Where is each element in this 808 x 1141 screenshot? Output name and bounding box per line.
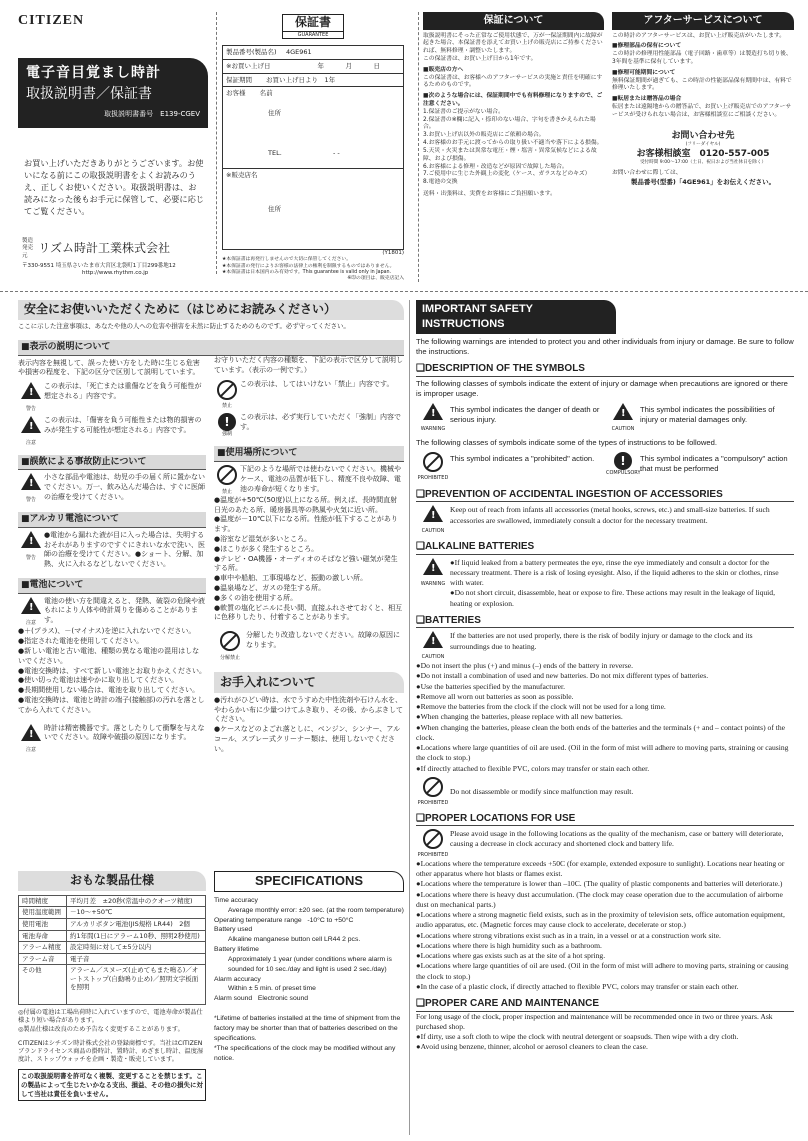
- location-item-en: ●Locations where there is heavy dust accumulation. (The clock may cease operation due to the accumulation of airborne dust on mechanical parts.): [416, 889, 783, 909]
- spec-en-note: *The specifications of the clock may be modified without any notice.: [214, 1044, 396, 1062]
- battery-row-en: [416, 631, 794, 661]
- contact-block: [612, 130, 794, 187]
- care-item-en: ●Avoid using benzene, thinner, alcohol or aerosol cleaners to clean the case.: [416, 1042, 648, 1052]
- warning-label-en: WARNING: [420, 580, 446, 587]
- disassembly-label: 分解禁止: [219, 654, 240, 661]
- location-item-en: ●In the case of a plastic clock, if directly attached to flexible PVC, colors may transfer or stain each other.: [416, 981, 739, 991]
- display-paragraph: 表示内容を無視して、誤った使い方をした時に生じる危害や損害の程度を、下記の区分で区別して説明しています。: [18, 358, 200, 377]
- battery-item: ●指定された電池を使用してください。: [18, 637, 144, 646]
- paid-item: 5.天災・火災または異常な電圧・煙・塩害・異常気候などによる故障、および損傷。: [423, 147, 597, 162]
- prohibit-icon: [217, 465, 237, 485]
- shop-paragraph: この保証書は、お客様へのアフターサービスの実施と責任を明確にするためのものです。: [423, 74, 603, 89]
- customer-label: お客様: [226, 89, 246, 98]
- maker-address: 〒330-9551 埼玉県さいたま市大宮区北袋町1丁目299番地12: [22, 262, 176, 269]
- force-label: 強制: [221, 431, 232, 438]
- disclaimer-box: この取扱説明書を許可なく複製、変更することを禁じます。この製品によって生じたいかなる支出、損益、その他の損失に対して当社は責任を負いません。: [18, 1069, 206, 1101]
- ingestion-text: 小さな部品や電池は、幼児の手の届く所に置かないでください。万一、飲み込んだ場合は、すぐに医師の治療を受けてください。: [44, 473, 205, 501]
- about-warranty-p2: この保証書は、お買い上げ日から1年です。: [423, 55, 537, 62]
- spec-item: [214, 896, 404, 906]
- battery-item-en: ●Do not insert the plus (+) and minus (–) ends of the battery in reverse.: [416, 661, 634, 671]
- after-service-intro: この時計のアフターサービスは、お買い上げ販売店がいたします。: [612, 32, 786, 39]
- caution-icon: [422, 631, 444, 651]
- warranty-form: [222, 45, 404, 250]
- spec-note: ◎付属の電池は工場出荷時に入れていますので、電池寿命が製品仕様より短い場合があります。: [18, 1009, 203, 1025]
- prohibited-text-en: This symbol indicates a "prohibited" action.: [450, 454, 595, 464]
- place-row: [214, 465, 404, 496]
- prohibit-text: この表示は、してはいけない「禁止」内容です。: [240, 379, 394, 388]
- care-title: お手入れについて: [214, 672, 404, 693]
- caution-icon: [422, 505, 444, 525]
- force-text: この表示は、必ず実行していただく「強制」内容です。: [240, 413, 401, 432]
- spec-en-title: SPECIFICATIONS: [214, 871, 404, 892]
- care-item-en: ●If dirty, use a soft cloth to wipe the clock with neutral detergent or soapsuds. Then wipe with a dry cloth.: [416, 1032, 739, 1042]
- alkaline-text: ●電池から漏れた液が目に入った場合は、失明するおそれがありますのですぐにきれいな水で洗い、医師の治療を受けてください。●ショート、分解、加熱、火に入れるなどしないでください。: [44, 530, 205, 569]
- spec-item: [214, 925, 404, 935]
- warranty-period-label: 保証期間: [226, 75, 252, 84]
- product-title: 電子音目覚まし時計: [26, 65, 161, 81]
- caution-icon: [612, 403, 634, 423]
- paid-item: 8.電池の交換: [423, 179, 458, 186]
- customer-tel-separator: - -: [333, 149, 340, 158]
- location-item-en: ●Locations where gas exists such as at the site of a hot spring.: [416, 951, 606, 961]
- warranty-card: [216, 12, 404, 282]
- location-item-en: ●Locations where the temperature is lower than –10C. (The quality of plastic components and batteries will deteriorate.): [416, 879, 783, 889]
- warning-text-en: This symbol indicates the danger of death or serious injury.: [450, 405, 600, 425]
- spec-value: 電子音: [67, 953, 206, 965]
- spec-value: アラーム／スヌーズ(止めてもまた鳴る)／オートストップ(自動鳴り止め)／照明文字板面を照明: [67, 965, 206, 1005]
- spec-jp: [18, 871, 206, 1101]
- spec-en-note: *Lifetime of batteries installed at the time of shipment from the factory may be shorter than that of batteries described on the specifications.: [214, 1015, 401, 1042]
- date-year: 年: [317, 62, 324, 70]
- alkaline-heading: ■アルカリ電池について: [18, 512, 206, 528]
- spec-value: アルカリボタン電池(JIS規格 LR44) 2個: [67, 918, 206, 930]
- spec-item: [214, 906, 404, 916]
- warning-label: 警告: [25, 497, 36, 504]
- disassembly-row: [214, 631, 404, 662]
- spec-key: 使用温度範囲: [19, 907, 67, 919]
- parts-heading: ■修理部品の保有について: [612, 43, 682, 50]
- symbols-lead-2: The following classes of symbols indicate some of the types of instructions to be followed.: [416, 437, 717, 447]
- contact-hours: 受付時間 9:00～17:00（土日、祝日および当社休日を除く）: [639, 159, 767, 165]
- table-row: [19, 930, 206, 942]
- parts-paragraph: この時計の修理用性能部品（電子回路・歯車等）は製造打ち切り後、3年間を基準に保有しています。: [612, 51, 792, 65]
- date-day: 日: [373, 62, 380, 70]
- battery-item-en: ●Locations where large quantities of oil are used. (Oil in the form of mist will adhere to moving parts, straining or causing the clock to stop.): [416, 743, 789, 763]
- prohibited-label-en: PROHIBITED: [417, 852, 449, 859]
- no-disassembly-icon: [423, 777, 443, 797]
- location-item-en: ●Locations where a strong magnetic field exists, such as in the proximity of television sets, office automation equipment, audio apparatus, etc. (Magnetic forces may cause clock to accelerate, decelerate or stop.): [416, 910, 785, 930]
- paid-item: 3.お買い上げ店以外の販売店にご依頼の場合。: [423, 132, 545, 139]
- force-row: [214, 413, 404, 438]
- prohibit-label: 禁止: [221, 488, 232, 495]
- customer-tel-label: TEL.: [268, 149, 282, 158]
- battery-item-en: ●If directly attached to flexible PVC, colors may transfer or stain each other.: [416, 763, 650, 773]
- paid-item: 7.ご使用中に生じた外観上の変化（ケース、ガラスなどのキズ）: [423, 171, 591, 178]
- prohibit-row: [214, 380, 404, 411]
- after-service: [612, 12, 794, 282]
- place-item: ●ほこりが多く発生するところ。: [214, 544, 319, 553]
- spec-jp-title: おもな製品仕様: [18, 871, 206, 891]
- ingestion-heading-en: ❏PREVENTION OF ACCIDENTAL INGESTION OF ACCESSORIES: [416, 488, 794, 503]
- safety-jp-col2: [214, 356, 404, 755]
- repair-period-heading: ■修理可能期間について: [612, 69, 676, 76]
- locations-row-en: [416, 829, 794, 859]
- shop-section: [223, 169, 403, 249]
- location-item-en: ●Locations where large quantities of oil are used. (Oil in the form of mist will adhere to moving parts, straining or causing the clock to stop.): [416, 961, 789, 981]
- care-lead-en: For long usage of the clock, proper inspection and maintenance will be recommended once in two or three years. Ask purchased shop.: [416, 1011, 773, 1031]
- warranty-note: ★本保証書は再発行しませんので大切に保管してください。: [222, 257, 352, 263]
- battery-item: ●新しい電池と古い電池、種類の異なる電池の混用はしないでください。: [18, 646, 200, 665]
- drop-text: 時計は精密機器です。落としたりして衝撃を与えないでください。故障や破損の原因になります。: [44, 723, 205, 742]
- warranty-notes: [222, 257, 404, 282]
- spec-item: [214, 984, 404, 994]
- warranty-title-box: [282, 14, 344, 39]
- spec-key: アラーム精度: [19, 942, 67, 954]
- warning-label-en: WARNING: [420, 426, 446, 433]
- contact-model: 製品番号(型番)「4GE961」をお伝えください。: [630, 177, 776, 186]
- prohibit-icon: [423, 829, 443, 849]
- prohibit-label: 禁止: [221, 403, 232, 410]
- warranty-code: (Y1801): [382, 250, 404, 257]
- shop-heading: ■販売店の方へ: [423, 66, 464, 73]
- care-item: ●汚れがひどい時は、水でうすめた中性洗剤や石けん水を、やわらかい布に少量つけてふき取り、その後、からぶきしてください。: [214, 695, 403, 724]
- customer-section: [223, 87, 403, 169]
- spec-label: Operating temperature range: [214, 916, 302, 924]
- safety-jp-title: 安全にお使いいただくために（はじめにお読みください）: [18, 300, 404, 320]
- ingestion-heading: ■誤飲による事故防止について: [18, 455, 206, 471]
- caution-text-en: This symbol indicates the possibilities of injury or material damages only.: [640, 405, 775, 425]
- place-item: ●温度が－10℃以下になる所。性能が低下することがあります。: [214, 515, 398, 534]
- product-number-value: 4GE961: [286, 48, 312, 57]
- spec-key: その他: [19, 965, 67, 1005]
- ingestion-row-en: [416, 505, 794, 535]
- battery-lead-en: If the batteries are not used properly, there is the risk of bodily injury or damage to the clock and its surroundings due to heating.: [450, 631, 753, 651]
- spec-value: -10°C to +50°C: [307, 916, 354, 924]
- care-heading-en: ❏PROPER CARE AND MAINTENANCE: [416, 997, 794, 1012]
- about-warranty-p1: 取扱説明書にそった正常なご使用状態で、万が一保証期間内に故障が起きた場合、本保証書を添えてお買い上げの販売店にご持参くださいれば、無料修理・調整いたします。: [423, 32, 603, 55]
- product-number-label: 製品番号(製品名): [226, 48, 277, 57]
- exclamation-icon: !: [218, 413, 236, 431]
- spec-value: 設定時刻に対して±5分以内: [67, 942, 206, 954]
- spec-table: [18, 895, 206, 1005]
- paid-item: 4.お客様のお手元に渡ってからの取り扱い不適当や落下による損傷。: [423, 140, 603, 147]
- cut-line: [0, 291, 808, 292]
- paid-item: 2.保証書の※欄に記入・捺印のない場合、字句を書きかえられた場合。: [423, 116, 596, 131]
- brand-logo: CITIZEN: [18, 13, 85, 28]
- battery-item-en: ●When changing the batteries, please replace with all new batteries.: [416, 712, 623, 722]
- warranty-note: ★本保証書は日本国内のみ有効です。This guarantee is valid only in Japan.: [222, 269, 392, 275]
- contact-phone: お客様相談室 0120-557-005: [636, 148, 770, 159]
- spec-value: －10～+50℃: [67, 907, 206, 919]
- table-row: [19, 895, 206, 907]
- alkaline-heading-en: ❏ALKALINE BATTERIES: [416, 540, 794, 555]
- contact-sub: (フリーダイヤル): [685, 141, 721, 147]
- battery-item: ●使い切った電池は速やかに取り出してください。: [18, 676, 179, 685]
- place-item: ●車中や船舶、工事現場など、振動の激しい所。: [214, 574, 368, 583]
- alkaline-row-en: [416, 558, 794, 609]
- battery-item: ●長期間使用しない場合は、電池を取り出してください。: [18, 686, 200, 695]
- safety-jp-lead: ここに示した注意事項は、あなたや他の人への危害や損害を未然に防止するためのものです。必ず守ってください。: [18, 321, 350, 330]
- spec-key: アラーム音: [19, 953, 67, 965]
- disassembly-row-en: [416, 777, 794, 807]
- warning-label: 警告: [25, 554, 36, 561]
- about-warranty-title: 保証について: [423, 12, 604, 30]
- caution-row: [18, 416, 206, 447]
- about-warranty: [418, 12, 604, 282]
- paid-repair-heading: ■次のような場合には、保証期間中でも有料修理になりますので、ご注意ください。: [423, 93, 603, 107]
- spec-item: [214, 935, 404, 945]
- spec-label: Alarm sound: [214, 995, 253, 1003]
- disassembly-text-en: Do not disassemble or modify since malfunction may result.: [450, 786, 634, 796]
- table-row: [19, 953, 206, 965]
- place-item: ●温度が+50℃(50度)以上になる所。例えば、長時間直射日光のあたる所、暖房器具等の熱風や火気に近い所。: [214, 495, 398, 514]
- customer-name-label: 名前: [259, 89, 273, 98]
- battery-heading-en: ❏BATTERIES: [416, 614, 794, 629]
- battery-item: ●＋(プラス)、－(マイナス)を逆に入れないでください。: [18, 627, 196, 636]
- locations-heading-en: ❏PROPER LOCATIONS FOR USE: [416, 812, 794, 827]
- table-row: [19, 965, 206, 1005]
- warning-icon: [20, 531, 42, 551]
- warning-icon: [422, 403, 444, 423]
- locations-lead-en: Please avoid usage in the following locations as the quality of the mechanism, case or battery will deteriorate, causing a decrease in clock accuracy and shortened clock and battery life.: [450, 829, 784, 849]
- place-heading: ■使用場所について: [214, 446, 404, 462]
- repair-period-paragraph: 無料保証期間が過ぎても、この時計の性能部品保有期間中は、有料で修理いたします。: [612, 77, 792, 92]
- warranty-title: 保証書: [283, 15, 343, 32]
- alkaline-row: [18, 531, 206, 570]
- warning-icon: [20, 473, 42, 493]
- battery-item: ●電池交換時は、すべて新しい電池とお取りかえください。: [18, 666, 206, 675]
- spec-key: 電池寿命: [19, 930, 67, 942]
- caution-label-en: CAUTION: [421, 528, 445, 535]
- battery-row: [18, 597, 206, 628]
- spec-item: [214, 945, 404, 955]
- table-row: [19, 942, 206, 954]
- spec-value: 平均月差 ±20秒(常温中のクオーツ精度): [67, 895, 206, 907]
- prohibit-icon: [423, 452, 443, 472]
- display-heading: ■表示の説明について: [18, 340, 404, 356]
- place-item: ●軟質の塩化ビニルに長い間、直接ふれさせておくと、相互に色移りしたり、付着することがあります。: [214, 603, 403, 622]
- alkaline-item-en: ●Do not short circuit, disassemble, heat or expose to fire. These actions may result in the leakage of liquid, heating or explosion.: [450, 588, 775, 608]
- spec-value: Electronic sound: [257, 995, 309, 1003]
- paid-item: 6.お客様による修理・改造などが原因で故障した場合。: [423, 163, 568, 170]
- column-divider: [409, 300, 410, 1135]
- shop-address-label: 住所: [268, 205, 281, 214]
- no-disassembly-icon: [220, 631, 240, 651]
- relocation-heading: ■転居または贈答品の場合: [612, 96, 682, 103]
- spec-item: [214, 975, 404, 985]
- title-banner: [18, 58, 208, 128]
- spec-label: Battery lifetime: [214, 946, 259, 954]
- contact-note: お問い合わせに際しては、: [612, 170, 682, 177]
- intro-text: お買い上げいただきありがとうございます。お使いになる前にこの取扱説明書をよくお読みのうえ、正しくお使いください。取扱説明書は、お読みになった後もお手元に保管して、必要に応じてご覧ください。: [24, 158, 204, 216]
- symbol-row-1: [416, 403, 794, 433]
- symbol-row-2: [416, 452, 794, 482]
- place-item: ●テレビ・OA機器・オーディオのそばなど強い磁気が発生する所。: [214, 554, 398, 573]
- symbols-lead: The following classes of symbols indicate the extent of injury or damage when precautions are ignored or there is improper usage.: [416, 378, 788, 398]
- location-item-en: ●Locations where there is high humidity such as a bathroom.: [416, 940, 602, 950]
- location-item-en: ●Locations where strong vibrations exist such as in a train, in a vessel or at a construction work site.: [416, 930, 721, 940]
- spec-value: Approximately 1 year (under conditions where alarm is sounded for 10 sec./day and light is used 2 sec./day): [228, 955, 392, 973]
- safety-jp-col1: [18, 340, 206, 754]
- manual-title: 取扱説明書／保証書: [26, 86, 152, 103]
- spec-value: Average monthly error: ±20 sec. (at the room temperature): [228, 906, 404, 914]
- caution-icon: [20, 416, 42, 436]
- ingestion-text-en: Keep out of reach from infants all accessories (metal hooks, screws, etc.) and small-size batteries. If such accessories are swallowed, immediately consult a doctor for the necessary treatment.: [450, 505, 770, 525]
- caution-label-en: CAUTION: [421, 654, 445, 661]
- maker-label: 製造発売元: [22, 238, 34, 259]
- warranty-note: ※印の項目は、販売店記入: [347, 276, 404, 282]
- maker-name: リズム時計工業株式会社: [38, 240, 170, 255]
- spec-note: ◎製品仕様は改良のため予告なく変更することがあります。: [18, 1025, 184, 1033]
- prohibit-icon: [217, 380, 237, 400]
- safety-en-lead: The following warnings are intended to protect you and other individuals from injury or damage. Be sure to follow the instructions.: [416, 336, 794, 356]
- shipping-note: 送料・出張料は、実費をお客様にご負担願います。: [423, 190, 556, 197]
- warning-label: 警告: [25, 405, 36, 412]
- caution-text: この表示は、「傷害を負う可能性または物的損害のみが発生する可能性が想定される」内容です。: [44, 415, 202, 434]
- warranty-note: ★本保証書の発行によりお客様の法律上の権利を制限するものではありません。: [222, 263, 395, 269]
- battery-lead: 電池の使い方を間違えると、発熱、破裂の危険や液もれにより人体や時計周りを傷めることがあります。: [44, 596, 205, 625]
- battery-item-en: ●Use the batteries specified by the manufacturer.: [416, 681, 566, 691]
- spec-label: Battery used: [214, 926, 253, 934]
- spec-en: [214, 871, 404, 1063]
- compulsory-label-en: COMPULSORY: [606, 470, 641, 477]
- warning-row: [18, 382, 206, 413]
- alkaline-item-en: ●If liquid leaked from a battery permeates the eye, rinse the eye immediately and consult a doctor for the necessary treatment. There is a risk of losing eyesight. Also, if the liquid adheres to the skin or clothes, rinse with water.: [450, 557, 779, 588]
- spec-value: 約1年間(1日にアラーム10秒、照明2秒使用): [67, 930, 206, 942]
- warning-icon: [20, 382, 42, 402]
- date-month: 月: [345, 62, 352, 70]
- relocation-paragraph: 転居または遠隔地からの贈答品で、お買い上げ販売店でのアフターサービスが受けられない場合は、お客様相談室にご相談ください。: [612, 104, 792, 118]
- place-item: ●浴室など湿気が多いところ。: [214, 534, 312, 543]
- spec-label: Alarm accuracy: [214, 975, 261, 983]
- maker-block: [22, 238, 208, 277]
- spec-item: [214, 955, 404, 975]
- table-row: [19, 907, 206, 919]
- prohibited-label-en: PROHIBITED: [417, 475, 449, 482]
- place-lead: 下記のような場所では使わないでください。機械やケース、電池の品質が低下し、精度不良や故障、電池の寿命が短くなります。: [240, 464, 401, 493]
- warning-text: この表示は、「死亡または重傷などを負う可能性が想定される」内容です。: [44, 382, 202, 400]
- compulsory-text-en: This symbol indicates a "compulsory" action that must be performed: [640, 454, 788, 474]
- warning-icon: [422, 558, 444, 578]
- exclamation-icon: !: [614, 452, 632, 470]
- warranty-title-en: GUARANTEE: [297, 31, 329, 38]
- battery-item-en: ●When changing the batteries, please clean the both ends of the batteries and the terminals (+ and – contact points) of the clock.: [416, 722, 786, 742]
- shop-name-label: ※販売店名: [226, 171, 258, 180]
- brand-block: [18, 12, 203, 30]
- place-item: ●温泉場など、ガスの発生する所。: [214, 583, 326, 592]
- table-row: [19, 918, 206, 930]
- safety-en: [416, 300, 794, 1053]
- spec-item: [214, 994, 404, 1004]
- battery-item-en: ●Do not install a combination of used and new batteries. Do not mix different types of batteries.: [416, 671, 709, 681]
- location-item-en: ●Locations where the temperature exceeds +50C (for example, extended exposure to sunlight). Locations near heating or other apparatus where hot blasts or flames exist.: [416, 858, 785, 879]
- maker-url: http://www.rhythm.co.jp: [82, 270, 149, 276]
- safety-en-title: IMPORTANT SAFETY INSTRUCTIONS: [416, 300, 616, 334]
- caution-icon: [20, 597, 42, 617]
- spec-value: Alkaline manganese button cell LR44 2 pcs.: [228, 936, 361, 944]
- ingestion-row: [18, 473, 206, 504]
- safety-jp: [18, 300, 404, 330]
- spec-item: [214, 916, 404, 926]
- drop-row: [18, 724, 206, 755]
- battery-item-en: ●Remove all worn out batteries as soon as possible.: [416, 691, 574, 701]
- contact-title: お問い合わせ先: [671, 130, 735, 141]
- spec-label: Time accuracy: [214, 896, 258, 904]
- spec-key: 時間精度: [19, 895, 67, 907]
- purchase-date-label: ※お買い上げ日: [226, 62, 271, 70]
- spec-key: 使用電池: [19, 918, 67, 930]
- symbols-heading: ❏DESCRIPTION OF THE SYMBOLS: [416, 362, 794, 377]
- battery-item-en: ●Remove the batteries from the clock if the clock will not be used for a long time.: [416, 702, 666, 712]
- caution-label: 注意: [25, 620, 36, 627]
- trademark-text: CITIZENはシチズン時計株式会社の登録商標です。当社はCITIZENブランドライセンス商品の掛時計、置時計、めざまし時計、温度湿度計、ストップウォッチを企画・製造・販売しています。: [18, 1039, 204, 1064]
- paid-item: 1.保証書のご提示がない場合。: [423, 108, 504, 115]
- disassembly-text: 分解したり改造しないでください。故障の原因になります。: [246, 631, 400, 649]
- manual-number: 取扱説明書番号 E139-CGEV: [104, 109, 200, 118]
- battery-item: ●電池交換時は、電池と時計の端子(接触部)の汚れを落としてから入れてください。: [18, 695, 205, 714]
- drop-label: 注意: [25, 747, 36, 754]
- caution-label: 注意: [25, 439, 36, 446]
- customer-address-label: 住所: [268, 109, 281, 118]
- place-item: ●多くの油を使用する所。: [214, 593, 298, 602]
- after-service-title: アフターサービスについて: [612, 12, 794, 30]
- battery-heading: ■電池について: [18, 578, 206, 594]
- caution-label-en: CAUTION: [611, 426, 635, 433]
- prohibited-label-en: PROHIBITED: [417, 799, 449, 806]
- display-paragraph-2: お守りいただく内容の種類を、下記の表示で区分して説明しています。（表示の一例です。）: [214, 356, 403, 374]
- spec-value: Within ± 5 min. of preset time: [228, 985, 316, 993]
- warranty-period-value: お買い上げ日より 1年: [266, 75, 336, 84]
- caution-icon: [20, 724, 42, 744]
- care-item: ●ケースなどのよごれ落としに、ベンジン、シンナー、アルコール、スプレー式クリーナー類は、使用しないでください。: [214, 725, 401, 753]
